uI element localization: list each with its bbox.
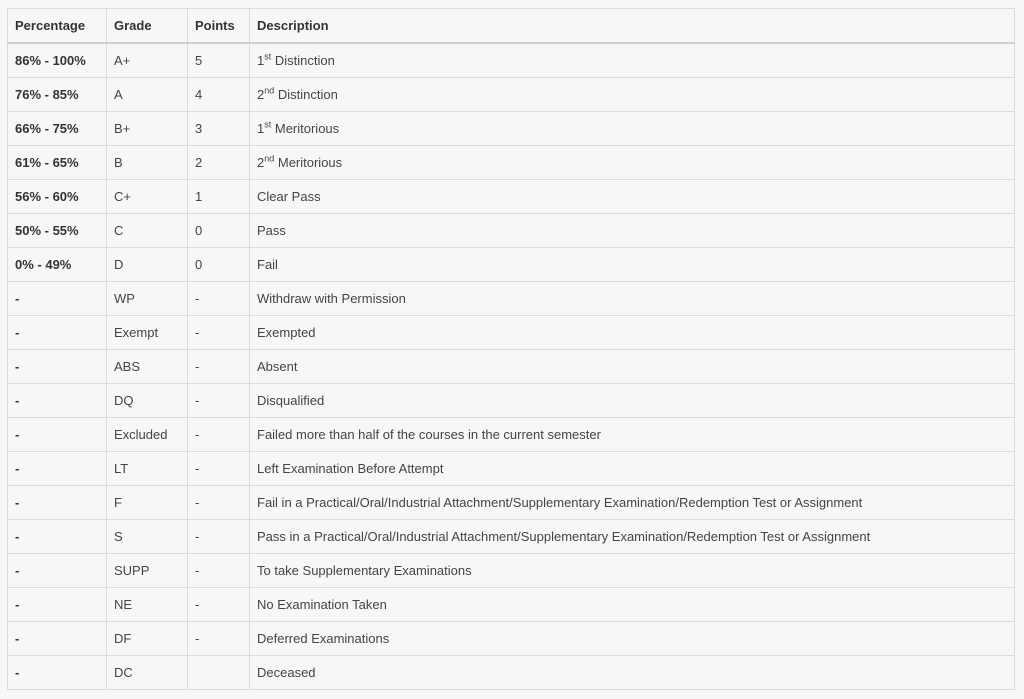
cell-percentage: - [8, 384, 107, 418]
cell-points: 2 [188, 146, 250, 180]
description-ordinal-suffix: st [264, 119, 272, 130]
cell-points: 1 [188, 180, 250, 214]
table-row [8, 554, 1015, 588]
grading-table-container [7, 8, 1014, 690]
table-row [8, 316, 1015, 350]
cell-points: 4 [188, 78, 250, 112]
cell-percentage: - [8, 316, 107, 350]
cell-percentage: - [8, 418, 107, 452]
description-text: Disqualified [257, 393, 325, 408]
cell-points: - [188, 282, 250, 316]
cell-grade: D [107, 248, 188, 282]
header-grade: Grade [107, 9, 188, 44]
cell-description [250, 248, 1015, 282]
description-text: Clear Pass [257, 189, 321, 204]
cell-points: - [188, 520, 250, 554]
cell-grade: C [107, 214, 188, 248]
cell-points: 5 [188, 43, 250, 78]
cell-percentage: 76% - 85% [8, 78, 107, 112]
cell-description [250, 622, 1015, 656]
cell-points: 0 [188, 248, 250, 282]
description-text: Fail in a Practical/Oral/Industrial Attachment/Supplementary Examination/Redemption Test or Assignment [257, 495, 863, 510]
table-row [8, 622, 1015, 656]
cell-description [250, 418, 1015, 452]
cell-grade: DQ [107, 384, 188, 418]
table-row [8, 656, 1015, 690]
cell-percentage: - [8, 282, 107, 316]
cell-points: - [188, 384, 250, 418]
table-row [8, 248, 1015, 282]
cell-points: - [188, 452, 250, 486]
cell-grade: B [107, 146, 188, 180]
cell-grade: A [107, 78, 188, 112]
cell-description [250, 588, 1015, 622]
cell-description [250, 656, 1015, 690]
description-text: Left Examination Before Attempt [257, 461, 444, 476]
cell-grade: DC [107, 656, 188, 690]
description-text: Distinction [274, 87, 338, 102]
cell-points: 0 [188, 214, 250, 248]
cell-percentage: - [8, 656, 107, 690]
table-row [8, 146, 1015, 180]
cell-percentage: 50% - 55% [8, 214, 107, 248]
cell-points: - [188, 622, 250, 656]
grading-table [7, 8, 1015, 690]
description-text: No Examination Taken [257, 597, 387, 612]
table-row [8, 486, 1015, 520]
table-row [8, 180, 1015, 214]
cell-description [250, 282, 1015, 316]
cell-percentage: 86% - 100% [8, 43, 107, 78]
table-header-row [8, 9, 1015, 44]
cell-percentage: 56% - 60% [8, 180, 107, 214]
cell-grade: ABS [107, 350, 188, 384]
header-percentage: Percentage [8, 9, 107, 44]
table-row [8, 112, 1015, 146]
description-text: Withdraw with Permission [257, 291, 406, 306]
description-text: Absent [257, 359, 298, 374]
cell-percentage: 0% - 49% [8, 248, 107, 282]
cell-grade: S [107, 520, 188, 554]
cell-percentage: - [8, 452, 107, 486]
cell-description [250, 146, 1015, 180]
table-row [8, 384, 1015, 418]
cell-percentage: - [8, 486, 107, 520]
cell-points: - [188, 486, 250, 520]
cell-grade: Excluded [107, 418, 188, 452]
cell-points: - [188, 316, 250, 350]
cell-points [188, 656, 250, 690]
table-row [8, 418, 1015, 452]
table-row [8, 78, 1015, 112]
cell-description [250, 486, 1015, 520]
cell-description [250, 112, 1015, 146]
header-points: Points [188, 9, 250, 44]
cell-grade: LT [107, 452, 188, 486]
cell-grade: A+ [107, 43, 188, 78]
cell-description [250, 316, 1015, 350]
cell-description [250, 452, 1015, 486]
cell-percentage: - [8, 520, 107, 554]
description-text: Meritorious [271, 121, 340, 136]
description-ordinal-suffix: nd [264, 85, 275, 96]
cell-grade: NE [107, 588, 188, 622]
cell-points: - [188, 588, 250, 622]
table-row [8, 282, 1015, 316]
description-ordinal-number: 1 [257, 121, 265, 136]
cell-description [250, 554, 1015, 588]
cell-description [250, 43, 1015, 78]
cell-points: - [188, 350, 250, 384]
cell-grade: B+ [107, 112, 188, 146]
description-text: Pass in a Practical/Oral/Industrial Attachment/Supplementary Examination/Redemption Test or Assignment [257, 529, 871, 544]
description-ordinal-number: 2 [257, 87, 265, 102]
table-row [8, 452, 1015, 486]
cell-description [250, 520, 1015, 554]
cell-points: - [188, 554, 250, 588]
cell-grade: Exempt [107, 316, 188, 350]
cell-description [250, 180, 1015, 214]
cell-percentage: - [8, 350, 107, 384]
table-row [8, 520, 1015, 554]
description-ordinal-suffix: st [264, 51, 272, 62]
cell-grade: WP [107, 282, 188, 316]
description-text: Exempted [257, 325, 316, 340]
cell-percentage: - [8, 554, 107, 588]
cell-description [250, 350, 1015, 384]
cell-percentage: 66% - 75% [8, 112, 107, 146]
cell-grade: DF [107, 622, 188, 656]
header-description: Description [250, 9, 1015, 44]
cell-description [250, 214, 1015, 248]
description-text: Distinction [271, 53, 335, 68]
description-text: Failed more than half of the courses in the current semester [257, 427, 601, 442]
description-text: Fail [257, 257, 278, 272]
description-ordinal-number: 2 [257, 155, 265, 170]
cell-percentage: - [8, 622, 107, 656]
description-ordinal-suffix: nd [264, 153, 275, 164]
table-row [8, 588, 1015, 622]
description-text: To take Supplementary Examinations [257, 563, 472, 578]
description-text: Deferred Examinations [257, 631, 390, 646]
description-text: Meritorious [274, 155, 343, 170]
description-text: Deceased [257, 665, 316, 680]
description-ordinal-number: 1 [257, 53, 265, 68]
cell-grade: C+ [107, 180, 188, 214]
cell-points: - [188, 418, 250, 452]
cell-grade: F [107, 486, 188, 520]
cell-grade: SUPP [107, 554, 188, 588]
cell-description [250, 78, 1015, 112]
table-row [8, 214, 1015, 248]
table-row [8, 43, 1015, 78]
cell-percentage: - [8, 588, 107, 622]
table-row [8, 350, 1015, 384]
cell-percentage: 61% - 65% [8, 146, 107, 180]
cell-points: 3 [188, 112, 250, 146]
description-text: Pass [257, 223, 286, 238]
cell-description [250, 384, 1015, 418]
